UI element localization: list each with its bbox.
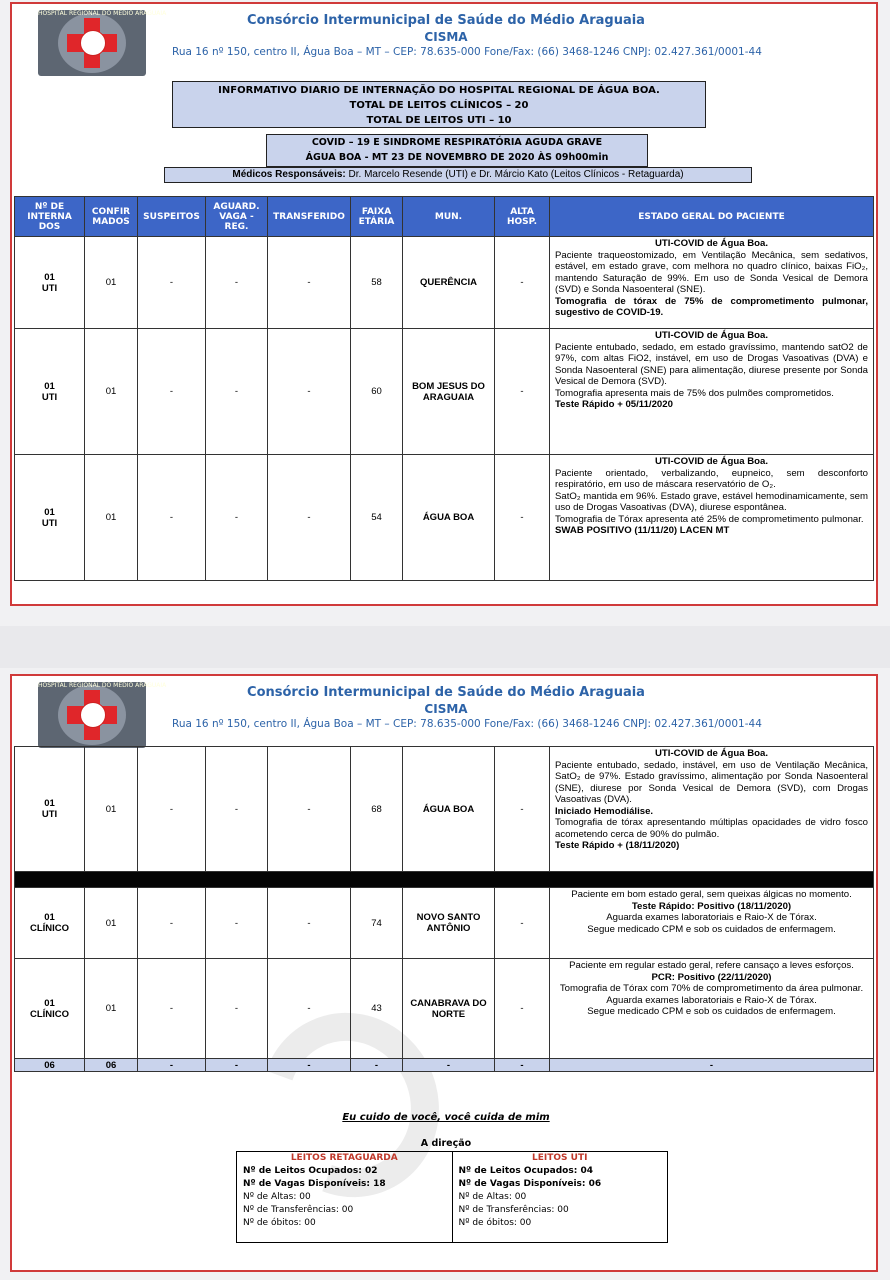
direcao-label: A direção: [420, 1138, 472, 1149]
leitos-uti: LEITOS UTI Nº de Leitos Ocupados: 04 Nº de Vagas Disponíveis: 06 Nº de Altas: 00 Nº de Transferências: 00 Nº de óbitos: 00: [458, 1153, 602, 1228]
leitos-retaguarda: LEITOS RETAGUARDA Nº de Leitos Ocupados: 02 Nº de Vagas Disponíveis: 18 Nº de Altas: 00 Nº de Transferências: 00 Nº de óbitos: 00: [237, 1152, 453, 1242]
hospital-logo: HOSPITAL REGIONAL DO MÉDIO ARAGUAIA: [38, 682, 146, 748]
document-page-2: [10, 674, 878, 1272]
page-gap: [0, 612, 890, 626]
org-address: Rua 16 nº 150, centro II, Água Boa – MT – CEP: 78.635-000 Fone/Fax: (66) 3468-1246 CNPJ: 02.427.361/0001-44: [172, 46, 762, 58]
slogan: Eu cuido de você, você cuida de mim: [342, 1112, 550, 1123]
org-acronym: CISMA: [424, 30, 468, 44]
info-box: INFORMATIVO DIARIO DE INTERNAÇÃO DO HOSPITAL REGIONAL DE ÁGUA BOA. TOTAL DE LEITOS CLÍNICOS – 20 TOTAL DE LEITOS UTI – 10: [172, 81, 706, 128]
org-acronym: CISMA: [424, 702, 468, 716]
hospital-logo: HOSPITAL REGIONAL DO MÉDIO ARAGUAIA: [38, 10, 146, 76]
table-row: 01 CLÍNICO 01 - - - 43 CANABRAVA DO NORTE - Paciente em regular estado geral, refere cansaço a leves esforços. PCR: Positivo (22/11/2020) Tomografia de Tórax com 70% de comprometimento da área pulmonar. Aguarda exames laboratoriais e Raio-X de Tórax. Segue medicado CPM e sob os cuidados de enfermagem.: [15, 959, 874, 1059]
medicos-box: Médicos Responsáveis: Dr. Marcelo Resende (UTI) e Dr. Márcio Kato (Leitos Clínicos - Retaguarda): [164, 167, 752, 183]
document-page-1: [10, 2, 878, 606]
table-row: 01 UTI 01 - - - 68 ÁGUA BOA - UTI-COVID de Água Boa. Paciente entubado, sedado, instável, em uso de Ventilação Mecânica, SatO₂ de 97%. Estado gravíssimo, alimentação por Sonda Nasoenteral (SNE), diurese por Sonda Vesical de Demora (SVD), com Drogas Vasoativas (DVA). Iniciado Hemodiálise. Tomografia de tórax apresentando múltiplas opacidades de vidro fosco acometendo cerca de 90% do pulmão. Teste Rápido + (18/11/2020): [15, 747, 874, 872]
org-name: Consórcio Intermunicipal de Saúde do Médio Araguaia: [247, 685, 645, 700]
table-row: 01 CLÍNICO 01 - - - 74 NOVO SANTO ANTÔNIO - Paciente em bom estado geral, sem queixas álgicas no momento. Teste Rápido: Positivo (18/11/2020) Aguarda exames laboratoriais e Raio-X de Tórax. Segue medicado CPM e sob os cuidados de enfermagem.: [15, 888, 874, 959]
patients-table-1: [14, 196, 874, 581]
patients-table-2: [14, 746, 874, 1072]
totals-row: 06 06 - - - - - - -: [15, 1059, 874, 1072]
table-row: 01 UTI 01 - - - 60 BOM JESUS DO ARAGUAIA - UTI-COVID de Água Boa. Paciente entubado, sedado, em estado gravíssimo, mantendo satO2 de 97%, com altas FiO2, instável, em uso de Drogas Vasoativas (DVA) e Sonda Nasoenteral (SNE) para alimentação, diurese presente por Sonda Vesical de Demora (SVD). Tomografia apresenta mais de 75% dos pulmões comprometidos. Teste Rápido + 05/11/2020: [15, 329, 874, 455]
table-row: 01 UTI 01 - - - 54 ÁGUA BOA - UTI-COVID de Água Boa. Paciente orientado, verbalizando, eupneico, sem desconforto respiratório, em uso de máscara reservatório de O₂. SatO₂ mantida em 96%. Estado grave, estável hemodinamicamente, sem uso de Drogas Vasoativas (DVA), diurese espontânea. Tomografia de Tórax apresenta até 25% de comprometimento pulmonar. SWAB POSITIVO (11/11/20) LACEN MT: [15, 455, 874, 581]
org-address: Rua 16 nº 150, centro II, Água Boa – MT – CEP: 78.635-000 Fone/Fax: (66) 3468-1246 CNPJ: 02.427.361/0001-44: [172, 718, 762, 730]
separator-row: [15, 872, 874, 888]
table-header: Nº DE INTERNA DOS CONFIR MADOS SUSPEITOS AGUARD. VAGA - REG. TRANSFERIDO FAIXA ETÁRIA MUN. ALTA HOSP. ESTADO GERAL DO PACIENTE: [15, 197, 874, 237]
covid-box: COVID – 19 E SINDROME RESPIRATÓRIA AGUDA GRAVE ÁGUA BOA - MT 23 DE NOVEMBRO DE 2020 ÀS 09h00min: [266, 134, 648, 167]
leitos-summary: [236, 1151, 668, 1243]
table-row: 01 UTI 01 - - - 58 QUERÊNCIA - UTI-COVID de Água Boa. Paciente traqueostomizado, em Ventilação Mecânica, sem sedativos, estável, em estado grave, com melhora no quadro clínico, baixas FiO₂, mantendo Saturação de 99%. Em uso de Sonda Vesical de Demora (SVD) e Sonda Nasoenteral (SNE). Tomografia de tórax de 75% de comprometimento pulmonar, sugestivo de COVID-19.: [15, 237, 874, 329]
org-name: Consórcio Intermunicipal de Saúde do Médio Araguaia: [247, 13, 645, 28]
page-gap: [0, 626, 890, 668]
